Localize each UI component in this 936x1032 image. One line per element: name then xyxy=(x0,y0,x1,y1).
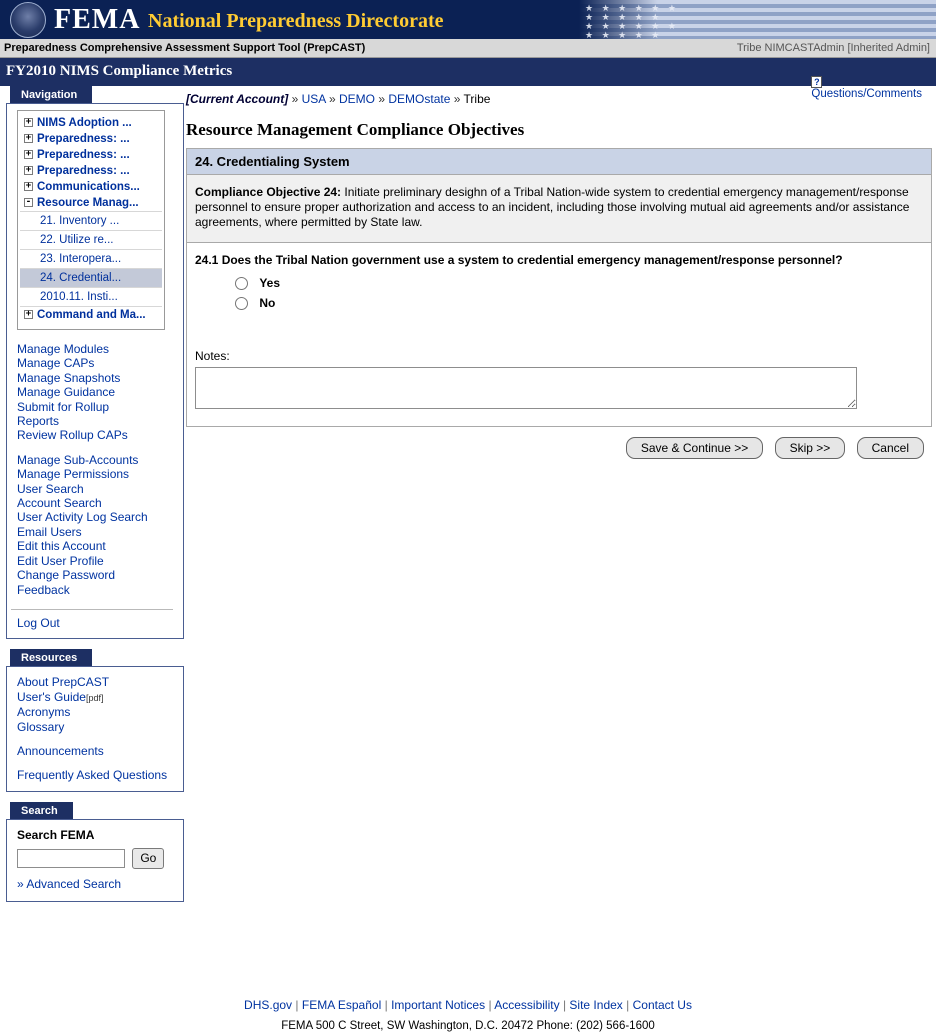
resource-link-glossary[interactable]: Glossary xyxy=(17,719,65,734)
application-name: Preparedness Comprehensive Assessment Support Tool (PrepCAST) xyxy=(4,42,366,54)
tree-item-23-interoperability[interactable]: 23. Interopera... xyxy=(20,250,162,269)
application-bar xyxy=(0,39,936,58)
section-title: Resource Management Compliance Objectives xyxy=(186,120,525,139)
nav-divider xyxy=(11,609,173,610)
save-and-continue-button[interactable]: Save & Continue >> xyxy=(626,437,763,459)
resources-spacer-1 xyxy=(17,734,183,744)
resource-link-acronyms[interactable]: Acronyms xyxy=(17,705,71,720)
tree-group-preparedness-2[interactable] xyxy=(20,147,162,163)
help-question-icon[interactable]: ? xyxy=(811,76,822,88)
navigation-links-logout xyxy=(7,616,183,638)
notes-textarea[interactable] xyxy=(195,367,857,409)
resources-panel-body xyxy=(6,666,184,791)
flag-stars: ★ ★ ★ ★ ★ ★ ★ ★ ★ ★ ★ ★ ★ ★ ★ ★ ★ ★ ★ ★ ★ ★ xyxy=(585,3,679,39)
tree-label: Command and Ma... xyxy=(37,309,146,321)
resources-spacer-2 xyxy=(17,758,183,768)
nav-link-account-search[interactable]: Account Search xyxy=(17,496,102,511)
resource-link-users-guide[interactable]: User's Guide xyxy=(17,689,86,704)
navigation-panel-body xyxy=(6,103,184,639)
footer-link-accessibility[interactable]: Accessibility xyxy=(494,998,560,1012)
answer-options xyxy=(235,273,923,313)
radio-no-label[interactable]: No xyxy=(259,296,276,310)
nav-link-log-out[interactable]: Log Out xyxy=(17,615,60,630)
footer-links xyxy=(0,998,936,1012)
fema-seal-icon xyxy=(10,2,46,38)
tree-item-24-credentialing[interactable]: 24. Credential... xyxy=(20,269,162,288)
resource-link-faq[interactable]: Frequently Asked Questions xyxy=(17,768,168,783)
footer-separator: | xyxy=(488,998,492,1012)
nav-link-change-password[interactable]: Change Password xyxy=(17,568,116,583)
radio-yes-label[interactable]: Yes xyxy=(259,276,281,290)
nav-links-spacer xyxy=(17,443,183,453)
questions-comments-link[interactable] xyxy=(811,77,922,100)
tree-label: Communications... xyxy=(37,181,140,193)
nav-link-submit-for-rollup[interactable]: Submit for Rollup xyxy=(17,399,110,414)
tree-label: Preparedness: ... xyxy=(37,149,130,161)
tree-label: Preparedness: ... xyxy=(37,165,130,177)
search-box xyxy=(7,820,183,901)
breadcrumb-separator: » xyxy=(453,92,461,106)
footer-separator: | xyxy=(626,998,630,1012)
expand-plus-icon[interactable]: + xyxy=(25,133,32,144)
users-guide-format: [pdf] xyxy=(85,692,104,703)
objective-card-title: 24. Credentialing System xyxy=(187,149,931,175)
nav-link-edit-this-account[interactable]: Edit this Account xyxy=(17,539,106,554)
objective-paragraph xyxy=(195,185,923,230)
breadcrumb-current-account[interactable]: [Current Account] xyxy=(186,92,289,106)
nav-link-manage-permissions[interactable]: Manage Permissions xyxy=(17,467,130,482)
search-go-button[interactable]: Go xyxy=(132,848,164,869)
tree-group-preparedness-1[interactable] xyxy=(20,131,162,147)
footer-link-site-index[interactable]: Site Index xyxy=(569,998,623,1012)
main-content xyxy=(186,77,932,459)
objective-card xyxy=(186,148,932,427)
radio-yes[interactable] xyxy=(235,277,248,290)
breadcrumb-demo[interactable]: DEMO xyxy=(338,92,375,106)
directorate-title: National Preparedness Directorate xyxy=(148,10,444,32)
site-header-banner xyxy=(0,0,936,39)
tree-group-communications[interactable] xyxy=(20,179,162,195)
navigation-panel xyxy=(6,86,184,639)
footer-link-dhs[interactable]: DHS.gov xyxy=(244,998,293,1012)
tree-item-21-inventory[interactable]: 21. Inventory ... xyxy=(20,211,162,231)
nav-link-user-search[interactable]: User Search xyxy=(17,481,84,496)
tree-label: NIMS Adoption ... xyxy=(37,117,132,129)
search-tab-label: Search xyxy=(10,802,73,819)
questions-comments-label: Questions/Comments xyxy=(811,88,922,100)
footer-link-important-notices[interactable]: Important Notices xyxy=(391,998,486,1012)
notes-label: Notes: xyxy=(195,349,230,363)
form-actions xyxy=(186,427,932,459)
tree-item-2010-11-institutionalize[interactable]: 2010.11. Insti... xyxy=(20,288,162,307)
radio-no[interactable] xyxy=(235,297,248,310)
expand-plus-icon[interactable]: + xyxy=(25,165,32,176)
nav-link-manage-snapshots[interactable]: Manage Snapshots xyxy=(17,370,121,385)
resource-link-announcements[interactable]: Announcements xyxy=(17,743,104,758)
tree-group-resource-management[interactable] xyxy=(20,195,162,211)
fema-wordmark: FEMA xyxy=(54,4,141,35)
nav-link-manage-guidance[interactable]: Manage Guidance xyxy=(17,385,116,400)
nav-link-user-activity-log-search[interactable]: User Activity Log Search xyxy=(17,510,148,525)
footer-separator: | xyxy=(562,998,567,1012)
page-title: FY2010 NIMS Compliance Metrics xyxy=(0,58,936,86)
question-section xyxy=(187,243,931,426)
nav-link-reports[interactable]: Reports xyxy=(17,414,60,429)
nav-link-manage-sub-accounts[interactable]: Manage Sub-Accounts xyxy=(17,452,139,467)
search-panel-body xyxy=(6,819,184,902)
collapse-minus-icon[interactable]: - xyxy=(25,197,32,208)
answer-option-no[interactable] xyxy=(235,293,923,313)
objective-label: Compliance Objective 24: xyxy=(195,185,342,199)
objective-text: Initiate preliminary desighn of a Tribal Nation-wide system to credential emergency management/response personnel to ensure proper authorization and access to an incident, including those involving mutual aid agreements and/or assistance agreements, where permitted by State law. xyxy=(195,185,910,229)
nav-link-edit-user-profile[interactable]: Edit User Profile xyxy=(17,553,104,568)
search-panel xyxy=(6,802,184,902)
resource-link-about-prepcast[interactable]: About PrepCAST xyxy=(17,675,110,690)
breadcrumb-separator: » xyxy=(328,92,336,106)
navigation-links-admin xyxy=(7,334,183,603)
left-column xyxy=(6,86,184,902)
breadcrumb-tribe: Tribe xyxy=(463,92,491,106)
resources-tab-label: Resources xyxy=(10,649,92,666)
flag-graphic xyxy=(579,0,936,39)
search-heading: Search FEMA xyxy=(17,827,95,842)
user-info: Tribe NIMCASTAdmin [Inherited Admin] xyxy=(736,42,930,54)
footer-separator: | xyxy=(384,998,388,1012)
expand-plus-icon[interactable]: + xyxy=(25,117,32,128)
cancel-button[interactable]: Cancel xyxy=(857,437,924,459)
footer-separator: | xyxy=(295,998,299,1012)
nav-link-email-users[interactable]: Email Users xyxy=(17,524,82,539)
navigation-tree xyxy=(17,110,165,330)
tree-group-nims-adoption[interactable] xyxy=(20,115,162,131)
breadcrumb-demostate[interactable]: DEMOstate xyxy=(388,92,451,106)
search-input[interactable] xyxy=(17,849,125,868)
footer-address: FEMA 500 C Street, SW Washington, D.C. 20472 Phone: (202) 566-1600 xyxy=(281,1020,655,1032)
resources-links xyxy=(7,667,183,790)
navigation-tab-label: Navigation xyxy=(10,86,92,103)
expand-plus-icon[interactable]: + xyxy=(25,181,32,192)
breadcrumb-usa[interactable]: USA xyxy=(301,92,326,106)
advanced-search-link[interactable]: » Advanced Search xyxy=(17,876,122,891)
tree-item-22-utilize[interactable]: 22. Utilize re... xyxy=(20,231,162,250)
footer-link-fema-espanol[interactable]: FEMA Español xyxy=(301,998,382,1012)
tree-label: Resource Manag... xyxy=(37,197,139,209)
site-footer xyxy=(0,998,936,1032)
breadcrumb-separator: » xyxy=(291,92,299,106)
nav-link-review-rollup-caps[interactable]: Review Rollup CAPs xyxy=(17,428,128,443)
nav-link-feedback[interactable]: Feedback xyxy=(17,582,70,597)
nav-link-manage-modules[interactable]: Manage Modules xyxy=(17,342,110,356)
expand-plus-icon[interactable]: + xyxy=(25,149,32,160)
tree-group-preparedness-3[interactable] xyxy=(20,163,162,179)
breadcrumb-separator: » xyxy=(378,92,386,106)
footer-link-contact-us[interactable]: Contact Us xyxy=(632,998,692,1012)
tree-group-command-and-management[interactable] xyxy=(20,307,162,323)
answer-option-yes[interactable] xyxy=(235,273,923,293)
resources-panel xyxy=(6,649,184,791)
objective-card-body xyxy=(187,175,931,243)
nav-link-manage-caps[interactable]: Manage CAPs xyxy=(17,356,95,371)
advanced-search-row xyxy=(17,877,173,891)
tree-label: Preparedness: ... xyxy=(37,133,130,145)
skip-button[interactable]: Skip >> xyxy=(775,437,846,459)
question-text: 24.1 Does the Tribal Nation government use a system to credential emergency management/response personnel? xyxy=(195,253,843,267)
expand-plus-icon[interactable]: + xyxy=(25,309,32,320)
